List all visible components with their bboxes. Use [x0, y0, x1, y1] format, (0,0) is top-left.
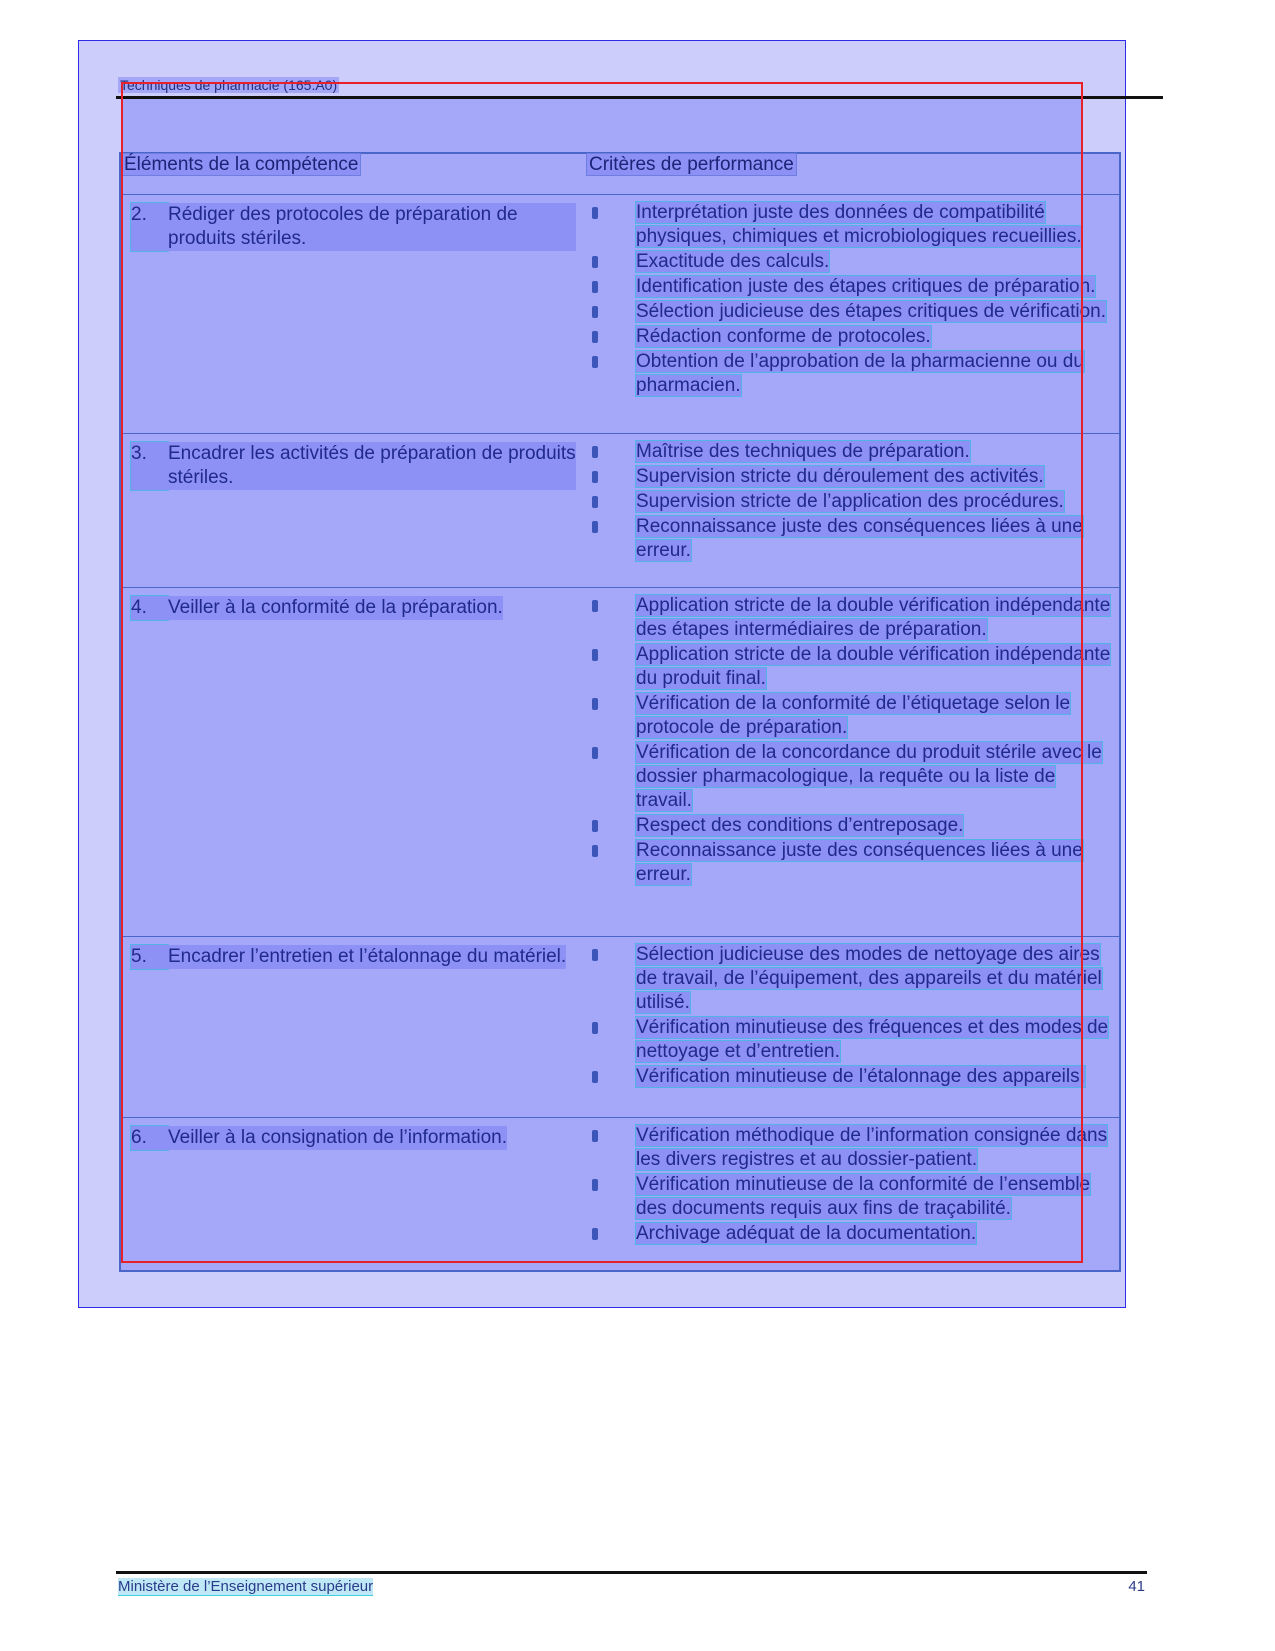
- criterion-text: Vérification méthodique de l’information consignée dans les divers registres et au dossier-patient.: [636, 1124, 1108, 1170]
- criteria-cell: [586, 588, 1120, 937]
- bullet-icon: [592, 1222, 636, 1246]
- page-header-program: Techniques de pharmacie (165.A0): [120, 77, 338, 93]
- element-cell: [120, 1117, 586, 1271]
- element-cell: [120, 195, 586, 434]
- criterion-text: Maîtrise des techniques de préparation.: [636, 440, 970, 462]
- criterion-item: [592, 350, 1111, 398]
- bullet-icon: [592, 1016, 636, 1064]
- element-number: 3.: [131, 442, 168, 490]
- page-number: 41: [1128, 1578, 1145, 1595]
- criterion-item: [592, 250, 1111, 274]
- criterion-item: [592, 943, 1111, 1015]
- criterion-item: [592, 490, 1111, 514]
- criterion-text: Application stricte de la double vérification indépendante du produit final.: [636, 644, 1111, 690]
- competence-table: [119, 152, 1121, 1272]
- criteria-list: [586, 195, 1119, 403]
- bullet-icon: [592, 839, 636, 887]
- col-header-criteria: Critères de performance: [586, 153, 1120, 195]
- criterion-item: [592, 692, 1111, 740]
- criterion-item: [592, 1016, 1111, 1064]
- criterion-text: Vérification de la conformité de l’étiquetage selon le protocole de préparation.: [636, 693, 1071, 739]
- criterion-text: Vérification minutieuse de l’étalonnage des appareils.: [636, 1066, 1085, 1088]
- criterion-item: [592, 440, 1111, 464]
- criterion-item: [592, 643, 1111, 691]
- bullet-icon: [592, 1065, 636, 1089]
- criterion-text: Interprétation juste des données de compatibilité physiques, chimiques et microbiologiques recueillies.: [636, 202, 1082, 247]
- criterion-text: Identification juste des étapes critiques de préparation.: [636, 276, 1096, 297]
- criterion-item: [592, 515, 1111, 563]
- element-number: 5.: [131, 945, 168, 969]
- criterion-text: Reconnaissance juste des conséquences liées à une erreur.: [636, 515, 1083, 561]
- table-row: [120, 588, 1120, 937]
- element-text: Rédiger des protocoles de préparation de produits stériles.: [168, 203, 576, 251]
- criterion-text: Reconnaissance juste des conséquences liées à une erreur.: [636, 840, 1083, 886]
- criteria-list: [586, 1118, 1119, 1251]
- table-row: [120, 937, 1120, 1118]
- criterion-text: Vérification minutieuse de la conformité de l’ensemble des documents requis aux fins de traçabilité.: [636, 1173, 1091, 1219]
- element-text: Encadrer les activités de préparation de produits stériles.: [168, 442, 576, 488]
- element-number: 6.: [131, 1126, 168, 1150]
- criterion-item: [592, 741, 1111, 813]
- criterion-text: Vérification de la concordance du produit stérile avec le dossier pharmacologique, la requête ou la liste de travail.: [636, 742, 1102, 812]
- table-row: [120, 433, 1120, 587]
- table-row: [120, 195, 1120, 434]
- bullet-icon: [592, 325, 636, 349]
- element-number: 2.: [131, 203, 168, 251]
- element-text: Veiller à la consignation de l’information.: [168, 1126, 508, 1148]
- bullet-icon: [592, 594, 636, 642]
- criterion-text: Supervision stricte du déroulement des activités.: [636, 465, 1044, 487]
- bullet-icon: [592, 943, 636, 1015]
- criterion-text: Supervision stricte de l’application des procédures.: [636, 490, 1064, 512]
- criterion-text: Vérification minutieuse des fréquences et des modes de nettoyage et d’entretien.: [636, 1017, 1109, 1063]
- header-band: [121, 99, 1083, 152]
- element-cell: [120, 937, 586, 1118]
- criteria-cell: [586, 1117, 1120, 1271]
- bullet-icon: [592, 1173, 636, 1221]
- criterion-text: Archivage adéquat de la documentation.: [636, 1222, 977, 1244]
- bullet-icon: [592, 741, 636, 813]
- criteria-cell: [586, 937, 1120, 1118]
- element-number: 4.: [131, 596, 168, 620]
- footer-rule: [116, 1571, 1147, 1574]
- criterion-text: Application stricte de la double vérification indépendante des étapes intermédiaires de préparation.: [636, 595, 1111, 641]
- element-cell: [120, 433, 586, 587]
- element-text: Encadrer l’entretien et l’étalonnage du matériel.: [168, 946, 567, 968]
- criterion-text: Exactitude des calculs.: [636, 251, 830, 272]
- bullet-icon: [592, 465, 636, 489]
- bullet-icon: [592, 814, 636, 838]
- criterion-text: Sélection judicieuse des modes de nettoyage des aires de travail, de l’équipement, des appareils et du matériel utilisé.: [636, 944, 1102, 1014]
- criterion-text: Rédaction conforme de protocoles.: [636, 326, 931, 347]
- criteria-list: [586, 937, 1119, 1094]
- bullet-icon: [592, 515, 636, 563]
- bullet-icon: [592, 490, 636, 514]
- criterion-text: Obtention de l’approbation de la pharmacienne ou du pharmacien.: [636, 351, 1084, 396]
- footer-ministry: Ministère de l’Enseignement supérieur: [118, 1578, 374, 1595]
- table-row: [120, 1117, 1120, 1271]
- table-header-row: [120, 153, 1120, 195]
- criteria-list: [586, 588, 1119, 892]
- criteria-cell: [586, 195, 1120, 434]
- criterion-item: [592, 325, 1111, 349]
- bullet-icon: [592, 250, 636, 274]
- element-cell: [120, 588, 586, 937]
- col-header-elements: Éléments de la compétence: [120, 153, 586, 195]
- criterion-text: Sélection judicieuse des étapes critiques de vérification.: [636, 301, 1106, 322]
- bullet-icon: [592, 275, 636, 299]
- criterion-item: [592, 1124, 1111, 1172]
- criterion-item: [592, 1173, 1111, 1221]
- criterion-item: [592, 275, 1111, 299]
- element-text: Veiller à la conformité de la préparation.: [168, 597, 503, 619]
- criteria-list: [586, 434, 1119, 568]
- bullet-icon: [592, 201, 636, 249]
- criterion-item: [592, 839, 1111, 887]
- bullet-icon: [592, 643, 636, 691]
- bullet-icon: [592, 440, 636, 464]
- criterion-item: [592, 201, 1111, 249]
- criterion-item: [592, 594, 1111, 642]
- criterion-item: [592, 465, 1111, 489]
- criterion-text: Respect des conditions d’entreposage.: [636, 815, 964, 837]
- bullet-icon: [592, 692, 636, 740]
- criteria-cell: [586, 433, 1120, 587]
- criterion-item: [592, 1222, 1111, 1246]
- criterion-item: [592, 300, 1111, 324]
- bullet-icon: [592, 300, 636, 324]
- bullet-icon: [592, 1124, 636, 1172]
- bullet-icon: [592, 350, 636, 398]
- criterion-item: [592, 814, 1111, 838]
- criterion-item: [592, 1065, 1111, 1089]
